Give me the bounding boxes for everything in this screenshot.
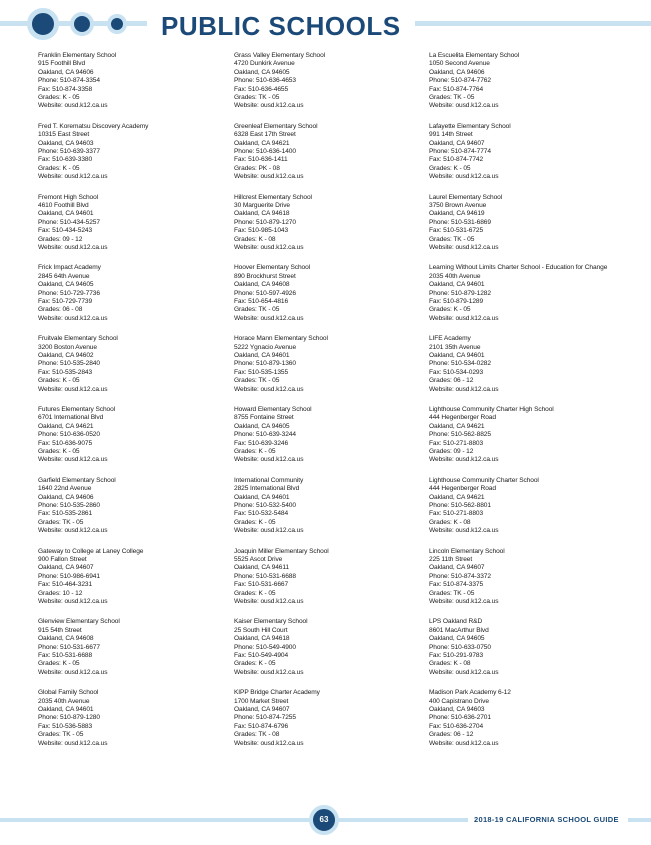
school-detail: Oakland, CA 94611	[234, 564, 289, 572]
school-detail: Grades: K - 05	[234, 660, 276, 668]
school-detail: Fax: 510-985-1043	[234, 227, 289, 235]
school-detail: Phone: 510-633-0750	[429, 643, 491, 651]
school-detail: Grades: TK - 05	[38, 518, 84, 526]
school-entry	[38, 264, 228, 323]
school-detail: Phone: 510-874-3372	[429, 572, 491, 580]
school-detail: Grades: TK - 05	[234, 306, 280, 314]
school-detail: Grades: 10 - 12	[38, 589, 83, 597]
school-detail: Fax: 510-434-5243	[38, 227, 93, 235]
school-website: Website: ousd.k12.ca.us	[234, 668, 304, 676]
school-detail: Grades: TK - 05	[234, 377, 280, 385]
school-entry	[429, 123, 619, 182]
school-detail: Grades: TK - 08	[234, 731, 280, 739]
school-detail: 5525 Ascot Drive	[234, 556, 283, 563]
school-website: Website: ousd.k12.ca.us	[234, 244, 304, 252]
school-detail: Oakland, CA 94606	[38, 493, 94, 501]
school-detail: Fax: 510-271-8803	[429, 439, 484, 447]
school-website: Website: ousd.k12.ca.us	[429, 173, 499, 181]
school-name: Fruitvale Elementary School	[38, 335, 118, 343]
school-detail: Fax: 510-654-4816	[234, 298, 289, 306]
school-detail: Fax: 510-636-4655	[234, 85, 289, 93]
school-detail: Grades: K - 05	[234, 518, 276, 526]
school-detail: Oakland, CA 94601	[38, 706, 94, 713]
school-detail: 1700 Market Street	[234, 697, 289, 705]
school-detail: Grades: K - 05	[234, 589, 276, 597]
school-name: Howard Elementary School	[234, 406, 312, 413]
school-detail: Oakland, CA 94606	[429, 68, 485, 76]
school-detail: Phone: 510-639-3377	[38, 148, 100, 156]
school-name: Laurel Elementary School	[429, 193, 503, 201]
school-entry	[429, 689, 619, 748]
school-entry	[234, 52, 424, 111]
school-detail: Oakland, CA 94601	[234, 493, 290, 501]
school-website: Website: ousd.k12.ca.us	[38, 314, 108, 322]
school-detail: Phone: 510-549-4900	[234, 643, 296, 651]
school-detail: Fax: 510-531-6688	[38, 652, 93, 660]
school-website: Website: ousd.k12.ca.us	[234, 598, 304, 606]
school-detail: Phone: 510-636-4653	[234, 77, 296, 85]
school-detail: Fax: 510-874-6796	[234, 722, 289, 730]
school-entry	[429, 194, 619, 253]
school-website: Website: ousd.k12.ca.us	[38, 739, 108, 747]
school-name: Glenview Elementary School	[38, 618, 120, 626]
school-detail: 991 14th Street	[429, 131, 473, 139]
school-detail: Phone: 510-535-2860	[38, 502, 100, 510]
page-title: PUBLIC SCHOOLS	[161, 11, 401, 41]
school-entry	[234, 689, 424, 748]
school-detail: Grades: TK - 05	[429, 589, 475, 597]
school-entry	[234, 477, 424, 536]
school-name: International Community	[234, 476, 304, 484]
school-detail: Phone: 510-879-1280	[38, 714, 100, 722]
footer-rule-end	[628, 818, 651, 822]
school-detail: 2825 International Blvd	[234, 485, 300, 493]
school-entry	[234, 406, 424, 465]
school-detail: Phone: 510-986-6941	[38, 572, 100, 580]
school-detail: Oakland, CA 94605	[429, 635, 485, 643]
school-name: Joaquin Miller Elementary School	[234, 547, 329, 555]
school-detail: 4720 Dunkirk Avenue	[234, 60, 295, 68]
school-detail: 2101 35th Avenue	[429, 343, 481, 351]
school-name: Garfield Elementary School	[38, 476, 116, 484]
school-website: Website: ousd.k12.ca.us	[38, 527, 108, 535]
school-detail: 2035 40th Avenue	[429, 272, 481, 280]
school-detail: Grades: K - 05	[38, 660, 80, 668]
school-detail: Grades: 06 - 12	[429, 377, 474, 385]
school-detail: 915 54th Street	[38, 626, 82, 634]
school-name: Fred T. Korematsu Discovery Academy	[38, 122, 149, 130]
school-website: Website: ousd.k12.ca.us	[234, 173, 304, 181]
school-detail: Oakland, CA 94605	[234, 68, 290, 76]
school-detail: 10315 East Street	[38, 131, 90, 139]
school-detail: Grades: 06 - 12	[429, 731, 474, 739]
school-detail: Phone: 510-636-1400	[234, 148, 296, 156]
school-entry	[429, 548, 619, 607]
school-detail: Phone: 510-874-7762	[429, 77, 491, 85]
school-detail: 30 Marguerite Drive	[234, 202, 291, 209]
school-detail: Oakland, CA 94618	[234, 210, 290, 218]
school-website: Website: ousd.k12.ca.us	[234, 456, 304, 464]
school-website: Website: ousd.k12.ca.us	[38, 385, 108, 393]
school-detail: Grades: K - 05	[234, 448, 276, 456]
school-name: Futures Elementary School	[38, 406, 116, 413]
school-detail: Phone: 510-531-6677	[38, 643, 100, 651]
school-detail: 8755 Fontaine Street	[234, 414, 294, 422]
school-detail: Phone: 510-879-1282	[429, 289, 491, 297]
school-detail: Fax: 510-291-9783	[429, 652, 484, 660]
school-detail: 400 Capistrano Drive	[429, 697, 489, 705]
school-detail: Grades: K - 08	[234, 235, 276, 243]
school-name: Hoover Elementary School	[234, 264, 311, 272]
school-entry	[429, 52, 619, 111]
school-name: Gateway to College at Laney College	[38, 547, 144, 555]
school-detail: Phone: 510-639-3244	[234, 431, 296, 439]
school-detail: Grades: 06 - 08	[38, 306, 83, 314]
school-name: KIPP Bridge Charter Academy	[234, 689, 320, 697]
school-detail: Fax: 510-535-1355	[234, 368, 289, 376]
school-detail: Oakland, CA 94601	[234, 352, 290, 359]
school-name: Kaiser Elementary School	[234, 618, 308, 626]
school-detail: Oakland, CA 94621	[429, 422, 485, 430]
school-detail: Grades: 09 - 12	[429, 448, 474, 456]
school-name: Grass Valley Elementary School	[234, 52, 326, 59]
school-website: Website: ousd.k12.ca.us	[234, 102, 304, 110]
school-detail: 225 11th Street	[429, 556, 473, 563]
school-detail: Grades: TK - 05	[38, 731, 84, 739]
school-website: Website: ousd.k12.ca.us	[38, 668, 108, 676]
school-detail: 4610 Foothill Blvd	[38, 202, 89, 209]
school-detail: Fax: 510-534-0293	[429, 368, 484, 376]
school-detail: Grades: K - 05	[38, 448, 80, 456]
school-name: Lafayette Elementary School	[429, 122, 511, 130]
school-website: Website: ousd.k12.ca.us	[38, 173, 108, 181]
school-detail: Fax: 510-874-3358	[38, 85, 93, 93]
school-detail: Phone: 510-874-3354	[38, 77, 100, 85]
school-name: Hillcrest Elementary School	[234, 193, 312, 201]
school-detail: Fax: 510-532-5484	[234, 510, 289, 518]
school-detail: Phone: 510-532-5400	[234, 502, 296, 510]
school-entry	[234, 123, 424, 182]
school-website: Website: ousd.k12.ca.us	[234, 739, 304, 747]
school-name: Learning Without Limits Charter School - Education for Change	[429, 264, 608, 272]
page-footer	[0, 805, 651, 835]
school-detail: Fax: 510-636-9075	[38, 439, 93, 447]
school-detail: Fax: 510-271-8803	[429, 510, 484, 518]
school-detail: 3750 Brown Avenue	[429, 202, 487, 209]
school-entry	[234, 194, 424, 253]
school-detail: Fax: 510-879-1289	[429, 298, 484, 306]
school-detail: Fax: 510-729-7739	[38, 298, 93, 306]
school-entry	[234, 335, 424, 394]
school-name: Lincoln Elementary School	[429, 547, 505, 555]
school-detail: Oakland, CA 94621	[38, 422, 94, 430]
school-website: Website: ousd.k12.ca.us	[429, 668, 499, 676]
school-name: Madison Park Academy 6-12	[429, 689, 511, 697]
school-detail: Oakland, CA 94602	[38, 352, 94, 359]
school-detail: Oakland, CA 94618	[234, 635, 290, 643]
school-website: Website: ousd.k12.ca.us	[38, 456, 108, 464]
school-entry	[38, 689, 228, 748]
school-entry	[234, 548, 424, 607]
page-header	[0, 0, 651, 50]
school-detail: Fax: 510-639-3380	[38, 156, 93, 164]
school-detail: Grades: TK - 05	[429, 94, 475, 102]
school-detail: 890 Brockhurst Street	[234, 272, 296, 280]
school-detail: Phone: 510-562-8825	[429, 431, 491, 439]
school-entry	[38, 335, 228, 394]
school-entry	[234, 618, 424, 677]
school-detail: Phone: 510-535-2840	[38, 360, 100, 368]
school-listing	[38, 52, 628, 752]
school-name: Horace Mann Elementary School	[234, 335, 328, 343]
school-detail: Phone: 510-534-0282	[429, 360, 491, 368]
school-website: Website: ousd.k12.ca.us	[234, 314, 304, 322]
school-website: Website: ousd.k12.ca.us	[234, 527, 304, 535]
school-detail: Oakland, CA 94606	[38, 68, 94, 76]
school-detail: Oakland, CA 94608	[38, 635, 94, 643]
school-entry	[429, 618, 619, 677]
school-detail: 444 Hegenberger Road	[429, 414, 496, 422]
school-detail: 1050 Second Avenue	[429, 60, 490, 68]
school-detail: Fax: 510-636-1411	[234, 156, 288, 164]
school-detail: Oakland, CA 94601	[38, 210, 94, 218]
footer-rule-right	[336, 818, 468, 822]
title-box	[147, 8, 415, 44]
school-name: Global Family School	[38, 689, 99, 697]
school-detail: Oakland, CA 94608	[234, 281, 290, 289]
school-entry	[38, 618, 228, 677]
school-detail: Fax: 510-535-2861	[38, 510, 93, 518]
school-entry	[234, 264, 424, 323]
school-detail: 5222 Ygnacio Avenue	[234, 343, 297, 351]
school-detail: Oakland, CA 94621	[234, 139, 290, 147]
school-detail: 900 Fallon Street	[38, 556, 87, 563]
school-detail: Phone: 510-636-2701	[429, 714, 491, 722]
school-detail: Oakland, CA 94619	[429, 210, 485, 218]
school-entry	[38, 548, 228, 607]
school-detail: Fax: 510-639-3246	[234, 439, 289, 447]
header-dot-medium	[70, 12, 94, 36]
school-name: Lighthouse Community Charter School	[429, 476, 539, 484]
school-detail: Oakland, CA 94607	[234, 706, 290, 713]
school-website: Website: ousd.k12.ca.us	[429, 598, 499, 606]
school-website: Website: ousd.k12.ca.us	[38, 244, 108, 252]
school-name: La Escuelita Elementary School	[429, 52, 520, 59]
school-website: Website: ousd.k12.ca.us	[38, 598, 108, 606]
school-name: Lighthouse Community Charter High School	[429, 406, 554, 413]
guide-title: 2018-19 CALIFORNIA SCHOOL GUIDE	[474, 815, 619, 824]
school-detail: Phone: 510-874-7255	[234, 714, 296, 722]
school-detail: Oakland, CA 94603	[429, 706, 485, 713]
school-detail: Fax: 510-531-6667	[234, 581, 289, 589]
school-detail: Oakland, CA 94621	[429, 493, 485, 501]
school-entry	[38, 52, 228, 111]
page-number: 63	[309, 805, 339, 835]
school-website: Website: ousd.k12.ca.us	[234, 385, 304, 393]
school-detail: Phone: 510-531-6688	[234, 572, 296, 580]
school-website: Website: ousd.k12.ca.us	[429, 314, 499, 322]
school-website: Website: ousd.k12.ca.us	[429, 527, 499, 535]
school-detail: Grades: TK - 05	[234, 94, 280, 102]
school-detail: 915 Foothill Blvd	[38, 60, 86, 68]
school-entry	[429, 406, 619, 465]
school-detail: Fax: 510-531-6725	[429, 227, 484, 235]
school-detail: Phone: 510-636-0520	[38, 431, 100, 439]
school-detail: Fax: 510-536-5883	[38, 722, 93, 730]
school-detail: Grades: K - 05	[429, 306, 471, 314]
school-website: Website: ousd.k12.ca.us	[38, 102, 108, 110]
school-detail: 2845 64th Avenue	[38, 272, 90, 280]
school-detail: Grades: K - 05	[38, 94, 80, 102]
school-entry	[38, 477, 228, 536]
school-detail: Phone: 510-874-7774	[429, 148, 491, 156]
school-detail: Oakland, CA 94601	[429, 281, 485, 289]
school-detail: 8601 MacArthur Blvd	[429, 626, 489, 634]
school-detail: Fax: 510-874-7742	[429, 156, 484, 164]
school-detail: Grades: K - 05	[38, 164, 80, 172]
school-website: Website: ousd.k12.ca.us	[429, 102, 499, 110]
school-entry	[429, 477, 619, 536]
school-detail: Phone: 510-562-8801	[429, 502, 491, 510]
school-name: Franklin Elementary School	[38, 52, 117, 59]
header-dot-large	[27, 8, 59, 40]
school-detail: Oakland, CA 94605	[38, 281, 94, 289]
school-detail: Phone: 510-729-7736	[38, 289, 100, 297]
header-dot-small	[107, 14, 127, 34]
school-detail: Oakland, CA 94607	[38, 564, 94, 572]
footer-rule-left	[0, 818, 314, 822]
school-detail: Grades: 09 - 12	[38, 235, 83, 243]
school-detail: Grades: TK - 05	[429, 235, 475, 243]
school-website: Website: ousd.k12.ca.us	[429, 385, 499, 393]
school-entry	[38, 194, 228, 253]
school-detail: Fax: 510-874-3375	[429, 581, 484, 589]
school-detail: Grades: K - 05	[38, 377, 80, 385]
school-entry	[429, 335, 619, 394]
school-detail: 1640 22nd Avenue	[38, 485, 92, 493]
school-detail: Oakland, CA 94605	[234, 422, 290, 430]
school-detail: Phone: 510-597-4926	[234, 289, 296, 297]
school-detail: Oakland, CA 94601	[429, 352, 485, 359]
school-entry	[38, 406, 228, 465]
school-detail: Fax: 510-535-2843	[38, 368, 93, 376]
school-detail: 25 South Hill Court	[234, 626, 288, 634]
school-name: Frick Impact Academy	[38, 264, 101, 272]
school-detail: 6328 East 17th Street	[234, 131, 296, 139]
school-detail: Oakland, CA 94607	[429, 139, 485, 147]
school-detail: Phone: 510-879-1270	[234, 218, 296, 226]
school-detail: Phone: 510-879-1360	[234, 360, 296, 368]
school-website: Website: ousd.k12.ca.us	[429, 244, 499, 252]
school-detail: 3200 Boston Avenue	[38, 343, 97, 351]
school-detail: 444 Hegenberger Road	[429, 485, 496, 493]
school-website: Website: ousd.k12.ca.us	[429, 456, 499, 464]
school-name: LPS Oakland R&D	[429, 618, 483, 626]
school-detail: 2035 40th Avenue	[38, 697, 90, 705]
school-detail: Phone: 510-434-5257	[38, 218, 100, 226]
school-website: Website: ousd.k12.ca.us	[429, 739, 499, 747]
school-entry	[429, 264, 619, 323]
school-detail: Phone: 510-531-6869	[429, 218, 491, 226]
school-detail: Fax: 510-874-7764	[429, 85, 484, 93]
school-detail: Grades: PK - 08	[234, 164, 280, 172]
school-name: LIFE Academy	[429, 335, 471, 343]
school-detail: Grades: K - 05	[429, 164, 471, 172]
school-detail: Fax: 510-464-3231	[38, 581, 93, 589]
school-detail: 6701 International Blvd	[38, 414, 104, 422]
school-name: Fremont High School	[38, 193, 99, 201]
school-detail: Fax: 510-549-4904	[234, 652, 289, 660]
school-detail: Oakland, CA 94607	[429, 564, 485, 572]
school-name: Greenleaf Elementary School	[234, 122, 318, 130]
school-detail: Fax: 510-636-2704	[429, 722, 484, 730]
school-detail: Grades: K - 08	[429, 660, 471, 668]
school-detail: Oakland, CA 94603	[38, 139, 94, 147]
school-entry	[38, 123, 228, 182]
school-detail: Grades: K - 08	[429, 518, 471, 526]
